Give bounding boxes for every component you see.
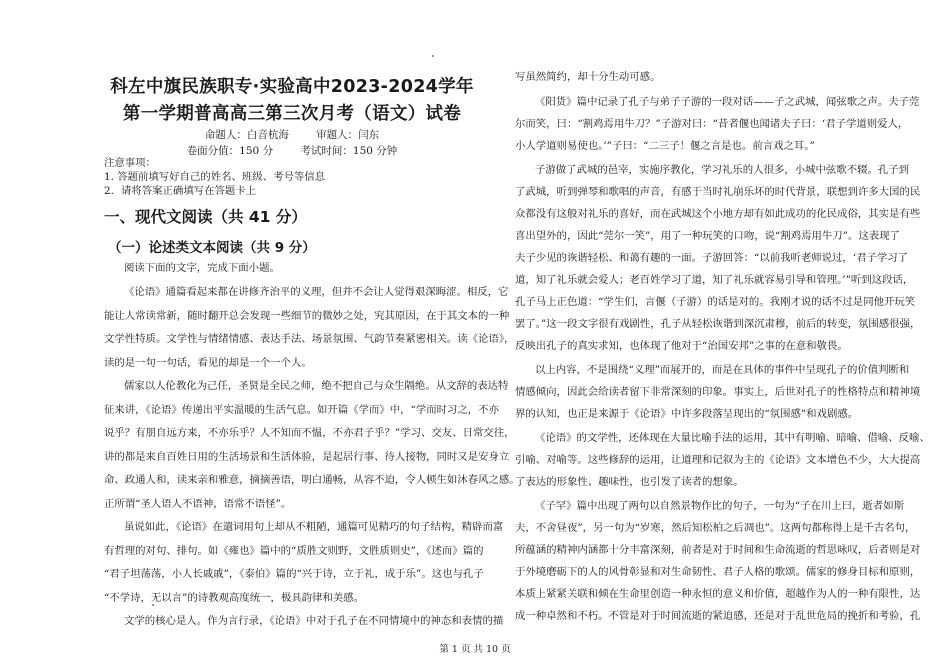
body-line: 写虽然简约，却十分生动可感。	[515, 71, 661, 83]
body-line: 文学性特质。文学性与情绪情感、表达手法、场景氛围、气韵节奏紧密相关。读《论语》，	[104, 333, 515, 345]
body-line: 讲的都是来自百姓日用的生活场景和生活体验，是起居行事、待人接物，同时又是安身立	[104, 450, 510, 463]
subsection-heading: （一）论述类文本阅读（共 9 分）	[108, 240, 316, 256]
reviewer: 审题人：闫东	[316, 129, 380, 141]
scan-speck	[432, 55, 434, 57]
exam-title-line1: 科左中旗民族职专·实验高中2023-2024学年	[110, 77, 474, 97]
body-line: 命、政通人和，读来亲和雅意，摘摘善语，明白通畅，从容不迫，令人顿生如沐春风之感。	[104, 474, 520, 486]
score-info: 卷面分值：150 分	[186, 145, 274, 157]
body-line: 《论语》的文学性，还体现在大量比喻手法的运用，其中有明喻、暗喻、借喻、反喻、	[535, 432, 930, 444]
body-line: 尔而笑，曰：“割鸡焉用牛刀？”子游对曰：“昔者偃也闻诸夫子曰：‘君子学道则爱人，	[515, 118, 909, 130]
body-line: 《论语》通篇看起来都在讲修齐治平的义理，但并不会让人觉得艰深晦涩。相反，它	[124, 286, 509, 298]
body-line: 反映出孔子的真实求知，也体现了他对于“治国安邦”之事的在意和敬畏。	[515, 340, 848, 352]
body-line: 儒家以人伦教化为己任，圣贤是全民之师，绝不把自己与众生隔绝。从文辞的表达特	[124, 380, 509, 392]
body-line: 喜出望外的，因此“莞尔一笑”，用了一种玩笑的口吻，说“割鸡焉用牛刀”。这表现了	[515, 230, 900, 242]
body-line: 征来讲，《论语》传递出平实温暖的生活气息。如开篇《学而》中，“学而时习之，不亦	[104, 403, 499, 416]
body-line: “君子坦荡荡，小人长戚戚”，《泰伯》篇的“兴于诗，立于礼，成于乐”。这也与孔子	[104, 568, 484, 580]
body-line: 阅读下面的文字，完成下面小题。	[124, 262, 280, 274]
body-line: 能让人常读常新，随时翻开总会发现一些细节的微妙之处，究其原因，在于其文本的一种	[104, 309, 510, 322]
body-line: 成一种卓然和不朽。不管是对于时间流逝的紧迫感，还是对于乱世危局的挽折和考验，孔	[515, 610, 921, 622]
body-line: 子游做了武城的邑宰，实施序教化，学习礼乐的人很多，小城中弦歌不辍。孔子到	[535, 164, 910, 176]
body-line: 正所谓“圣人语人不语神，语常不语怪”。	[104, 497, 292, 510]
note-item: 2．请将答案正确填写在答题卡上	[104, 185, 257, 197]
body-line: 说乎？有朋自远方来，不亦乐乎？人不知而不愠，不亦君子乎？”学习、交友、日常交往，	[104, 427, 515, 439]
note-item: 1. 答题前填写好自己的姓名、班级、考号等信息	[104, 171, 326, 183]
body-line: 孔子马上正色道：“学生们，言偃（子游）的话是对的。我刚才说的话不过是同他开玩笑	[515, 296, 916, 308]
section-heading: 一、现代文阅读（共 41 分）	[104, 208, 307, 226]
body-line: 本质上紧紧关联和倾在生命里创造一种永恒的意义和价值，超越作为人的一种有限性，达	[515, 588, 921, 600]
body-line: 《阳货》篇中记录了孔子与弟子子游的一段对话——子之武城，闻弦歌之声。夫子莞	[535, 96, 920, 108]
body-line: 道，知了礼乐就会爱人；老百姓学习了道，知了礼乐就容易引导和管理。’”听到这段话，	[515, 274, 914, 286]
body-line: 引喻、对喻等。这些修辞的运用，让道理和记叙为主的《论语》文本增色不少，大大提高	[515, 454, 921, 466]
body-line: 有哲理的对句、排句。如《雍也》篇中的“质胜文则野，文胜质则史”，《述而》篇的	[104, 544, 484, 557]
body-line: 众都没有这般对礼乐的喜好，而在武城这个小地方却有如此成功的化民成俗，其实是有些	[515, 208, 921, 220]
body-line: 情感倾向，因此会给读者留下非常深刻的印象。事实上，后世对孔子的性格特点和精神境	[515, 386, 921, 398]
body-line: 小人学道则易使也。’”子曰：“二三子！偃之言是也。前言戏之耳。”	[515, 140, 815, 152]
notes-heading: 注意事项：	[104, 157, 156, 169]
body-line: 夫子少见的诙谐轻松、和蔼有趣的一面。子游回答：“以前我听老师说过，‘君子学习了	[515, 252, 909, 264]
body-line: 罢了。”这一段文字很有戏剧性，孔子从轻松诙谐到深沉肃穆，前后的转变，氛围感很强，	[515, 318, 921, 330]
body-line: 了武城，听到弹琴和歌唱的声音，有感于当时礼崩乐坏的时代背景，联想到许多大国的民	[515, 186, 921, 198]
time-info: 考试时间：150 分钟	[300, 145, 398, 157]
body-line: 了表达的形象性、趣味性，也引发了读者的想象。	[515, 476, 744, 488]
body-line: 界的认知，也正是来源于《论语》中许多段落呈现出的“氛围感”和戏剧感。	[515, 408, 859, 420]
exam-title-line2: 第一学期普高高三第三次月考（语文）试卷	[122, 104, 462, 124]
body-line: 《子罕》篇中出现了两句以自然景物作比的句子，一句为“子在川上曰，逝者如斯	[535, 500, 904, 512]
page-footer: 第 1 页 共 10 页	[439, 644, 511, 655]
exam-info	[96, 143, 488, 158]
body-line: 读的是一句一句话，看见的却是一个一个人。	[104, 356, 312, 369]
body-line: “不学诗，无以言”的诗教观高度统一，极具韵律和美感。	[104, 591, 364, 604]
body-line: 于外境磨砺下的人的风骨彰显和对生命韧性、君子人格的歌颂。儒家的修身目标和原则，	[515, 566, 921, 578]
proposer: 命题人：白音杭海	[204, 129, 289, 141]
body-line: 所蕴涵的精神内涵都十分丰富深刻，前者是对于时间和生命流逝的哲思咏叹，后者则是对	[515, 544, 921, 556]
body-line: 以上内容，不是围绕“义理”而展开的，而是在具体的事件中呈现孔子的价值判断和	[535, 364, 910, 376]
body-line: 夫，不舍昼夜”，另一句为“岁寒，然后知松柏之后凋也”。这两句都称得上是千古名句，	[515, 522, 916, 534]
body-line: 文学的核心是人。作为言行录，《论语》中对于孔子在不同情境中的神态和表情的描	[124, 615, 504, 627]
scan-speck	[152, 604, 154, 606]
author-info	[96, 127, 488, 142]
body-line: 虽说如此，《论语》在遣词用句上却从不粗陋，通篇可见精巧的句子结构，精辟而富	[124, 521, 504, 533]
